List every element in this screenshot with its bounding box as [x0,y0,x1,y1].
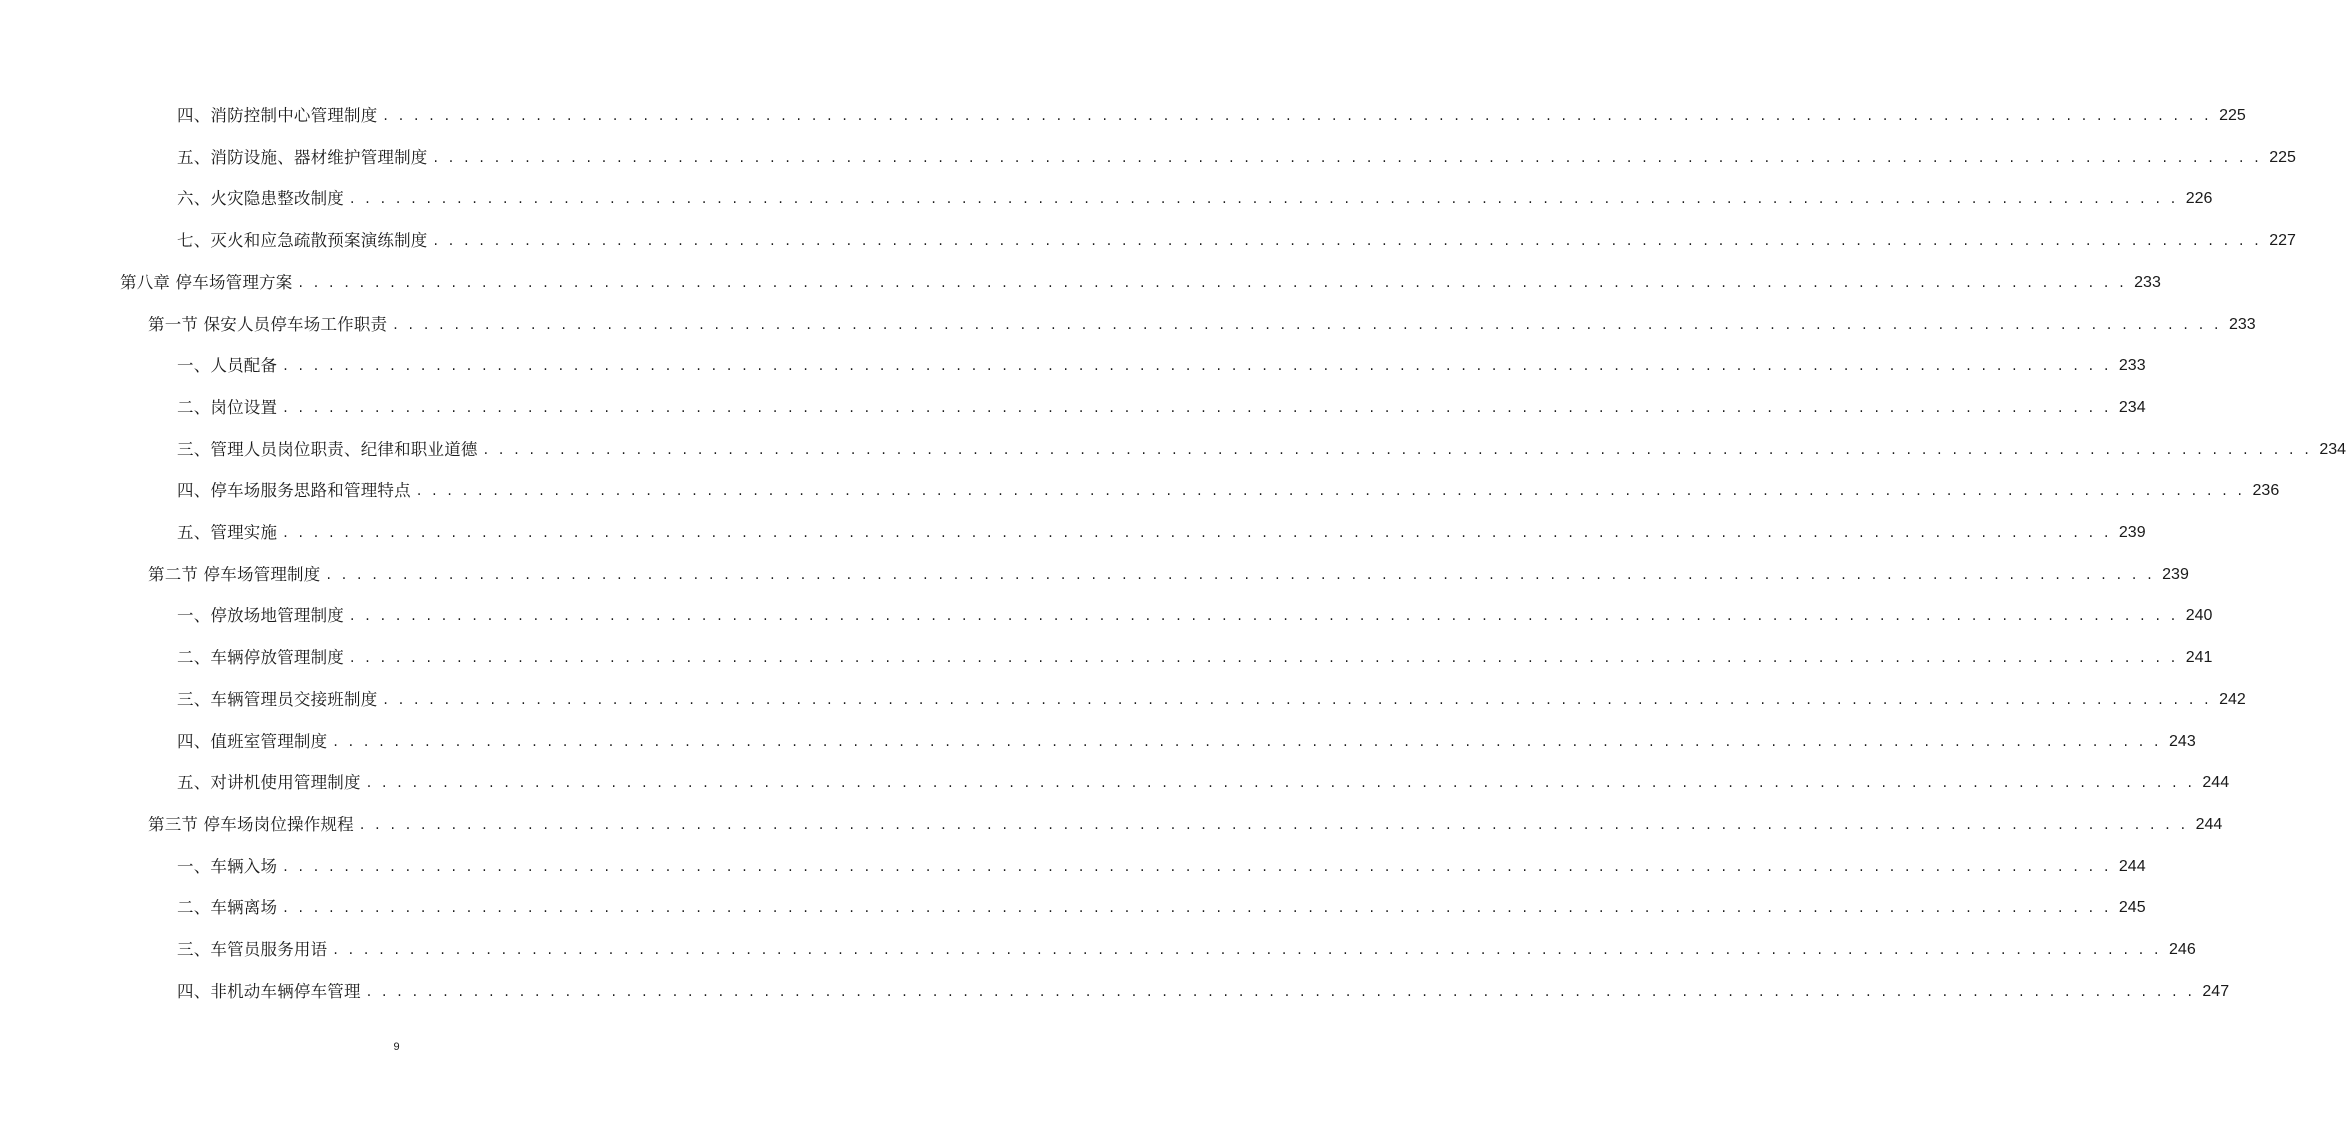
toc-entry[interactable] [177,722,2196,762]
toc-dot-leader: . . . . . . . . . . . . . . . . . . . . . . . . . . . . . . . . . . . . . . . . . . . . . . . . . . . . . . . . . . . . . . . . . . . . . . . . . . . . . . . . . . . . . . . . . . . . . . . . . . . . . . . . . . . . . . . . . . . . . . . . [416,483,2246,500]
toc-entry-title: 第一节 保安人员停车场工作职责 [148,314,388,334]
toc-entry-page: 243 [2169,732,2196,750]
toc-dot-leader: . . . . . . . . . . . . . . . . . . . . . . . . . . . . . . . . . . . . . . . . . . . . . . . . . . . . . . . . . . . . . . . . . . . . . . . . . . . . . . . . . . . . . . . . . . . . . . . . . . . . . . . . . . . . . . . . . . . . . . . . [393,316,2222,333]
toc-dot-leader: . . . . . . . . . . . . . . . . . . . . . . . . . . . . . . . . . . . . . . . . . . . . . . . . . . . . . . . . . . . . . . . . . . . . . . . . . . . . . . . . . . . . . . . . . . . . . . . . . . . . . . . . . . . . . . . . . . . . . . . . [283,399,2112,416]
toc-entry-page: 225 [2219,107,2246,124]
toc-dot-leader: . . . . . . . . . . . . . . . . . . . . . . . . . . . . . . . . . . . . . . . . . . . . . . . . . . . . . . . . . . . . . . . . . . . . . . . . . . . . . . . . . . . . . . . . . . . . . . . . . . . . . . . . . . . . . . . . . . . . . . . . [298,274,2127,291]
toc-entry-title: 二、车辆离场 [177,898,278,918]
toc-dot-leader: . . . . . . . . . . . . . . . . . . . . . . . . . . . . . . . . . . . . . . . . . . . . . . . . . . . . . . . . . . . . . . . . . . . . . . . . . . . . . . . . . . . . . . . . . . . . . . . . . . . . . . . . . . . . . . . . . . . . . . . . [333,733,2162,750]
toc-entry-page: 227 [2269,232,2296,250]
toc-entry[interactable] [177,847,2146,887]
toc-entry-title: 一、人员配备 [177,356,278,376]
toc-entry-page: 225 [2269,148,2296,166]
toc-entry-title: 五、管理实施 [177,523,278,542]
toc-entry-title: 六、火灾隐患整改制度 [177,189,344,209]
toc-entry-page: 239 [2118,524,2146,541]
toc-entry-page: 233 [2118,357,2146,375]
toc-dot-leader: . . . . . . . . . . . . . . . . . . . . . . . . . . . . . . . . . . . . . . . . . . . . . . . . . . . . . . . . . . . . . . . . . . . . . . . . . . . . . . . . . . . . . . . . . . . . . . . . . . . . . . . . . . . . . . . . . . . . . . . . [383,108,2212,124]
toc-entry-page: 244 [2202,774,2230,792]
toc-entry-title: 一、停放场地管理制度 [177,606,344,626]
toc-entry-page: 247 [2202,982,2230,1000]
toc-entry[interactable] [177,763,2230,803]
toc-entry[interactable] [177,513,2146,553]
toc-entry-title: 第八章 停车场管理方案 [120,272,293,292]
toc-entry-title: 一、车辆入场 [177,856,278,876]
toc-entry-page: 244 [2118,857,2146,875]
toc-entry-title: 三、车管员服务用语 [177,940,328,959]
toc-entry-title: 七、灭火和应急疏散预案演练制度 [177,231,428,251]
toc-dot-leader: . . . . . . . . . . . . . . . . . . . . . . . . . . . . . . . . . . . . . . . . . . . . . . . . . . . . . . . . . . . . . . . . . . . . . . . . . . . . . . . . . . . . . . . . . . . . . . . . . . . . . . . . . . . . . . . . . . . . . . . . [483,441,2313,458]
toc-entry-page: 240 [2185,607,2213,625]
toc-entry[interactable] [148,805,2223,845]
toc-entry-page: 242 [2219,690,2246,708]
toc-dot-leader: . . . . . . . . . . . . . . . . . . . . . . . . . . . . . . . . . . . . . . . . . . . . . . . . . . . . . . . . . . . . . . . . . . . . . . . . . . . . . . . . . . . . . . . . . . . . . . . . . . . . . . . . . . . . . . . . . . . . . . . . [433,149,2262,166]
toc-dot-leader: . . . . . . . . . . . . . . . . . . . . . . . . . . . . . . . . . . . . . . . . . . . . . . . . . . . . . . . . . . . . . . . . . . . . . . . . . . . . . . . . . . . . . . . . . . . . . . . . . . . . . . . . . . . . . . . . . . . . . . . . [283,358,2112,375]
toc-dot-leader: . . . . . . . . . . . . . . . . . . . . . . . . . . . . . . . . . . . . . . . . . . . . . . . . . . . . . . . . . . . . . . . . . . . . . . . . . . . . . . . . . . . . . . . . . . . . . . . . . . . . . . . . . . . . . . . . . . . . . . . . [350,650,2179,667]
toc-entry-title: 第三节 停车场岗位操作规程 [148,814,354,834]
toc-entry-title: 二、岗位设置 [177,397,278,417]
toc-entry-page: 245 [2118,899,2146,917]
toc-entry[interactable] [177,930,2196,970]
toc-entry[interactable] [177,638,2213,678]
toc-entry-title: 二、车辆停放管理制度 [177,648,344,668]
toc-entry[interactable] [177,96,2246,136]
toc-entry[interactable] [177,346,2146,386]
toc-entry-page: 226 [2185,190,2213,208]
toc-entry-page: 239 [2162,565,2189,583]
toc-dot-leader: . . . . . . . . . . . . . . . . . . . . . . . . . . . . . . . . . . . . . . . . . . . . . . . . . . . . . . . . . . . . . . . . . . . . . . . . . . . . . . . . . . . . . . . . . . . . . . . . . . . . . . . . . . . . . . . . . . . . . . . . [350,191,2179,208]
toc-entry[interactable] [177,471,2280,511]
toc-entry-page: 241 [2185,649,2213,667]
toc-entry-page: 236 [2252,482,2280,500]
toc-entry[interactable] [148,555,2189,595]
toc-entry-page: 234 [2319,440,2346,458]
toc-entry-page: 234 [2118,398,2146,416]
toc-entry-page: 246 [2169,941,2196,958]
toc-entry[interactable] [120,263,2161,303]
toc-dot-leader: . . . . . . . . . . . . . . . . . . . . . . . . . . . . . . . . . . . . . . . . . . . . . . . . . . . . . . . . . . . . . . . . . . . . . . . . . . . . . . . . . . . . . . . . . . . . . . . . . . . . . . . . . . . . . . . . . . . . . . . . [433,233,2262,250]
toc-dot-leader: . . . . . . . . . . . . . . . . . . . . . . . . . . . . . . . . . . . . . . . . . . . . . . . . . . . . . . . . . . . . . . . . . . . . . . . . . . . . . . . . . . . . . . . . . . . . . . . . . . . . . . . . . . . . . . . . . . . . . . . . [350,608,2179,625]
toc-entry-page: 233 [2134,273,2161,291]
toc-dot-leader: . . . . . . . . . . . . . . . . . . . . . . . . . . . . . . . . . . . . . . . . . . . . . . . . . . . . . . . . . . . . . . . . . . . . . . . . . . . . . . . . . . . . . . . . . . . . . . . . . . . . . . . . . . . . . . . . . . . . . . . . [333,942,2162,958]
toc-entry-title: 四、消防控制中心管理制度 [177,106,378,125]
toc-entry-page: 244 [2195,815,2223,833]
toc-entry[interactable] [148,305,2256,345]
toc-entry-title: 五、对讲机使用管理制度 [177,773,361,793]
toc-entry-title: 第二节 停车场管理制度 [148,564,321,584]
toc-entry-title: 四、停车场服务思路和管理特点 [177,481,411,501]
toc-entry[interactable] [177,972,2230,1012]
toc-dot-leader: . . . . . . . . . . . . . . . . . . . . . . . . . . . . . . . . . . . . . . . . . . . . . . . . . . . . . . . . . . . . . . . . . . . . . . . . . . . . . . . . . . . . . . . . . . . . . . . . . . . . . . . . . . . . . . . . . . . . . . . . [326,566,2155,583]
toc-dot-leader: . . . . . . . . . . . . . . . . . . . . . . . . . . . . . . . . . . . . . . . . . . . . . . . . . . . . . . . . . . . . . . . . . . . . . . . . . . . . . . . . . . . . . . . . . . . . . . . . . . . . . . . . . . . . . . . . . . . . . . . . [366,775,2196,792]
toc-entry[interactable] [177,138,2296,178]
page-number: 9 [393,1041,400,1053]
toc-entry-title: 四、值班室管理制度 [177,731,328,751]
toc-dot-leader: . . . . . . . . . . . . . . . . . . . . . . . . . . . . . . . . . . . . . . . . . . . . . . . . . . . . . . . . . . . . . . . . . . . . . . . . . . . . . . . . . . . . . . . . . . . . . . . . . . . . . . . . . . . . . . . . . . . . . . . . [366,983,2196,1000]
toc-entry-title: 五、消防设施、器材维护管理制度 [177,147,428,167]
toc-entry[interactable] [177,388,2146,428]
toc-dot-leader: . . . . . . . . . . . . . . . . . . . . . . . . . . . . . . . . . . . . . . . . . . . . . . . . . . . . . . . . . . . . . . . . . . . . . . . . . . . . . . . . . . . . . . . . . . . . . . . . . . . . . . . . . . . . . . . . . . . . . . . . [383,691,2212,708]
toc-dot-leader: . . . . . . . . . . . . . . . . . . . . . . . . . . . . . . . . . . . . . . . . . . . . . . . . . . . . . . . . . . . . . . . . . . . . . . . . . . . . . . . . . . . . . . . . . . . . . . . . . . . . . . . . . . . . . . . . . . . . . . . . [359,816,2189,833]
toc-entry[interactable] [177,888,2146,928]
toc-dot-leader: . . . . . . . . . . . . . . . . . . . . . . . . . . . . . . . . . . . . . . . . . . . . . . . . . . . . . . . . . . . . . . . . . . . . . . . . . . . . . . . . . . . . . . . . . . . . . . . . . . . . . . . . . . . . . . . . . . . . . . . . [283,525,2112,541]
toc-entry[interactable] [177,430,2346,470]
toc-dot-leader: . . . . . . . . . . . . . . . . . . . . . . . . . . . . . . . . . . . . . . . . . . . . . . . . . . . . . . . . . . . . . . . . . . . . . . . . . . . . . . . . . . . . . . . . . . . . . . . . . . . . . . . . . . . . . . . . . . . . . . . . [283,858,2112,875]
toc-entry[interactable] [177,179,2213,219]
toc-entry[interactable] [177,221,2296,261]
toc-entry-title: 三、管理人员岗位职责、纪律和职业道德 [177,439,478,459]
toc-entry[interactable] [177,596,2213,636]
toc-entry-title: 四、非机动车辆停车管理 [177,981,361,1001]
toc-dot-leader: . . . . . . . . . . . . . . . . . . . . . . . . . . . . . . . . . . . . . . . . . . . . . . . . . . . . . . . . . . . . . . . . . . . . . . . . . . . . . . . . . . . . . . . . . . . . . . . . . . . . . . . . . . . . . . . . . . . . . . . . [283,900,2112,917]
toc-entry[interactable] [177,680,2246,720]
toc-entry-title: 三、车辆管理员交接班制度 [177,689,378,709]
toc-entry-page: 233 [2228,315,2256,333]
